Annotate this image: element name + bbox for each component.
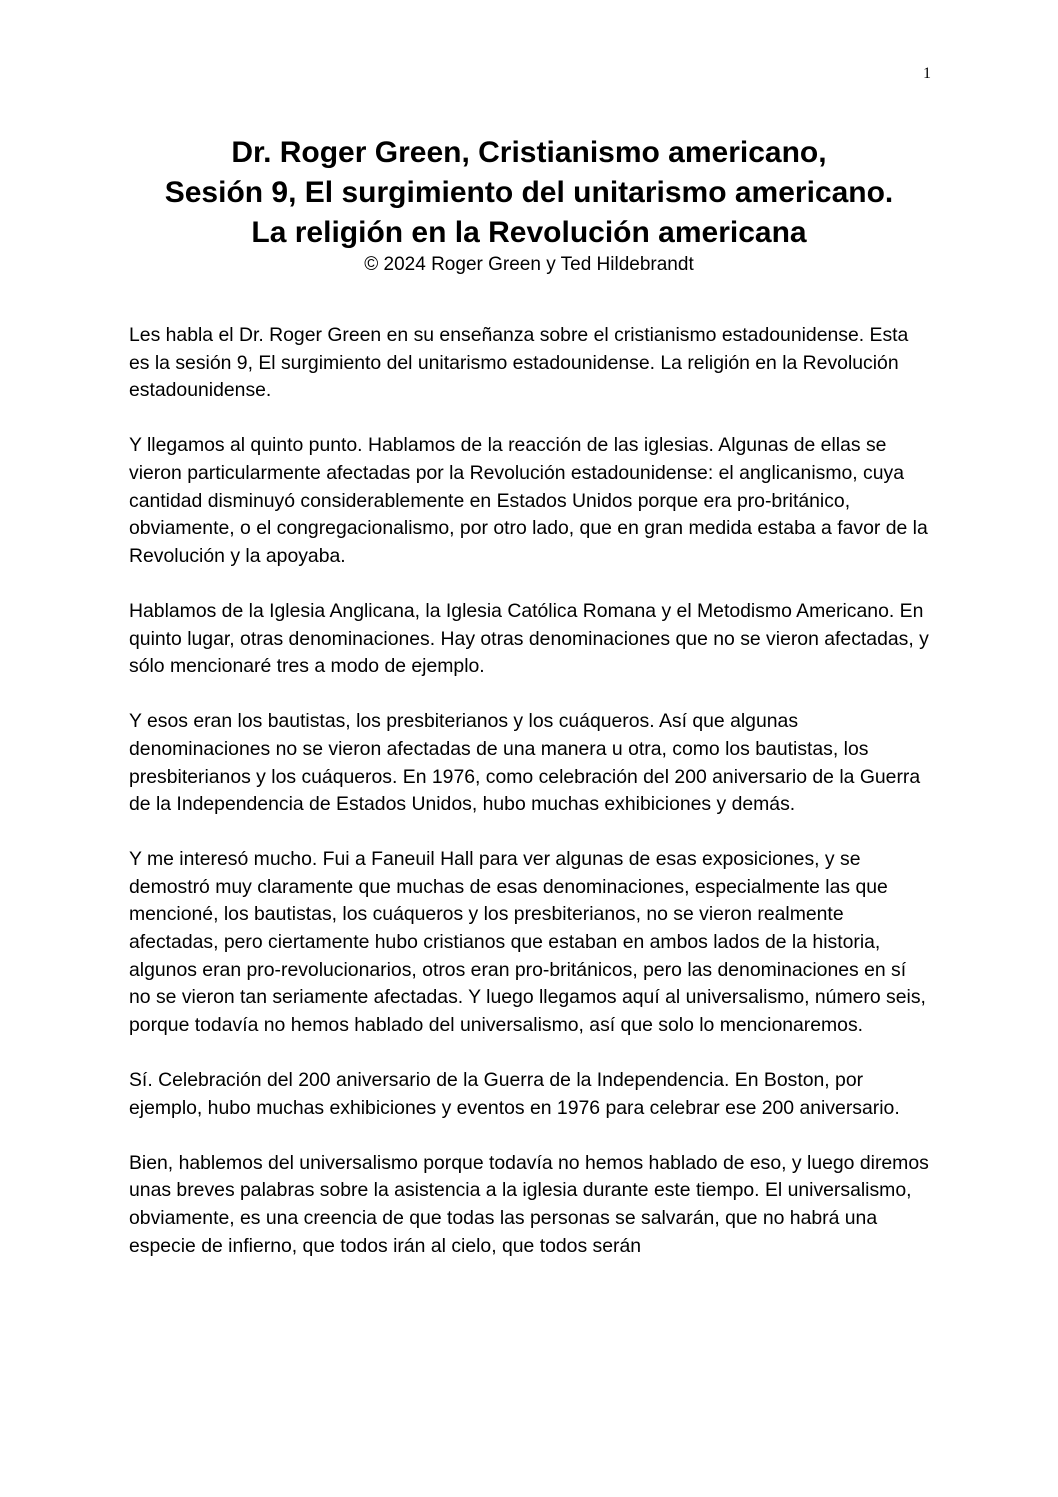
paragraph: Hablamos de la Iglesia Anglicana, la Iglesia Católica Romana y el Metodismo Americano. En quinto lugar, otras denominaciones. Hay otras denominaciones que no se vieron afectadas, y sólo mencionaré tres a modo de ejemplo. xyxy=(129,599,929,678)
document-header xyxy=(100,133,958,277)
paragraph: Y esos eran los bautistas, los presbiterianos y los cuáqueros. Así que algunas denominaciones no se vieron afectadas de una manera u otra, como los bautistas, los presbiterianos y los cuáqueros. En 1976, como celebración del 200 aniversario de la Guerra de la Independencia de Estados Unidos, hubo muchas exhibiciones y demás. xyxy=(129,710,921,816)
paragraph: Les habla el Dr. Roger Green en su enseñanza sobre el cristianismo estadounidense. Esta es la sesión 9, El surgimiento del unitarismo estadounidense. La religión en la Revolución estadounidense. xyxy=(129,324,909,402)
paragraph: Bien, hablemos del universalismo porque todavía no hemos hablado de eso, y luego diremos unas breves palabras sobre la asistencia a la iglesia durante este tiempo. El universalismo, obviamente, es una creencia de que todas las personas se salvarán, que no habrá una especie de infierno, que todos irán al cielo, que todos serán xyxy=(129,1151,929,1257)
paragraph: Y me interesó mucho. Fui a Faneuil Hall para ver algunas de esas exposiciones, y se demostró muy claramente que muchas de esas denominaciones, especialmente las que mencioné, los bautistas, los cuáqueros y los presbiterianos, no se vieron realmente afectadas, pero ciertamente hubo cristianos que estaban en ambos lados de la historia, algunos eran pro-revolucionarios, otros eran pro-británicos, pero las denominaciones en sí no se vieron tan seriamente afectadas. Y luego llegamos aquí al universalismo, número seis, porque todavía no hemos hablado del universalismo, así que solo lo mencionaremos. xyxy=(129,848,926,1036)
paragraph: Sí. Celebración del 200 aniversario de la Guerra de la Independencia. En Boston, por ejemplo, hubo muchas exhibiciones y eventos en 1976 para celebrar ese 200 aniversario. xyxy=(129,1069,900,1119)
copyright-line: © 2024 Roger Green y Ted Hildebrandt xyxy=(364,254,694,275)
title-line-2: Sesión 9, El surgimiento del unitarismo americano. xyxy=(164,176,894,209)
document-body xyxy=(129,322,929,1288)
title-line-1: Dr. Roger Green, Cristianismo americano, xyxy=(231,136,827,169)
title-line-3: La religión en la Revolución americana xyxy=(251,216,807,249)
page-number: 1 xyxy=(923,65,931,82)
paragraph: Y llegamos al quinto punto. Hablamos de la reacción de las iglesias. Algunas de ellas se vieron particularmente afectadas por la Revolución estadounidense: el anglicanismo, cuya cantidad disminuyó considerablemente en Estados Unidos porque era pro-británico, obviamente, o el congregacionalismo, por otro lado, que en gran medida estaba a favor de la Revolución y la apoyaba. xyxy=(129,434,928,567)
